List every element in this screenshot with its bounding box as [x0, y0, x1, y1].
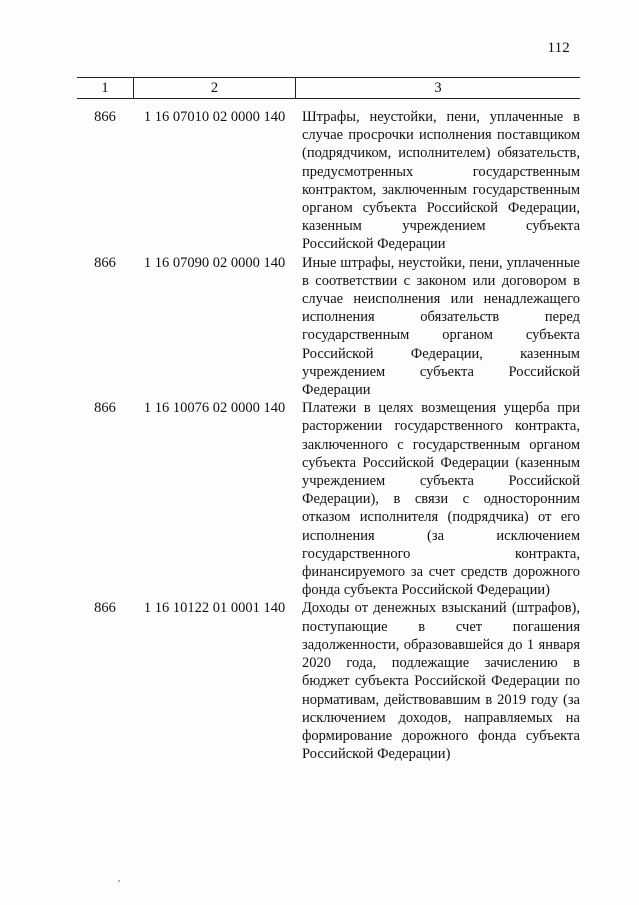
income-code-cell: 1 16 10122 01 0001 140	[143, 600, 286, 617]
description-cell: Штрафы, неустойки, пени, уплаченные в случае просрочки исполнения поставщиком (подрядчиком, исполнителем) обязательств, предусмотренных государственным контрактом, заключенным государственным органом субъекта Российской Федерации, казенным учреждением субъекта Российской Федерации	[302, 109, 580, 253]
table-body	[77, 108, 580, 763]
column-header-1: 1	[101, 79, 109, 96]
admin-code-cell: 866	[94, 600, 116, 617]
income-code-cell: 1 16 07010 02 0000 140	[143, 109, 286, 125]
description-cell: Платежи в целях возмещения ущерба при расторжении государственного контракта, заключенного с государственным органом субъекта Российской Федерации (казенным учреждением субъекта Российской Федерации), в связи с односторонним отказом исполнителя (подрядчика) от его исполнения (за исключением государственного контракта, финансируемого за счет средств дорожного фонда субъекта Российской Федерации)	[302, 400, 580, 599]
table-header	[77, 77, 580, 99]
table-row	[77, 254, 580, 400]
column-header-2: 2	[133, 78, 295, 98]
admin-code-cell: 866	[94, 254, 116, 271]
description-cell: Доходы от денежных взысканий (штрафов), поступающие в счет погашения задолженности, образовавшейся до 1 января 2020 года, подлежащие зачислению в бюджет субъекта Российской Федерации по нормативам, действовавшим в 2019 году (за исключением доходов, направляемых на формирование дорожного фонда субъекта Российской Федерации)	[302, 600, 580, 763]
income-code-cell: 1 16 10076 02 0000 140	[143, 400, 286, 417]
admin-code-cell: 866	[94, 400, 116, 417]
income-code-cell: 1 16 07090 02 0000 140	[143, 254, 286, 271]
table-row	[77, 599, 580, 763]
description-cell: Иные штрафы, неустойки, пени, уплаченные в соответствии с законом или договором в случае неисполнения или ненадлежащего исполнения обязательств перед государственным органом субъекта Российской Федерации, казенным учреждением субъекта Российской Федерации	[302, 254, 580, 399]
scan-speck	[118, 880, 120, 882]
table-row	[77, 108, 580, 254]
table-row	[77, 399, 580, 599]
column-header-3: 3	[295, 78, 580, 98]
admin-code-cell: 866	[94, 109, 116, 125]
page-number: 112	[547, 40, 570, 56]
